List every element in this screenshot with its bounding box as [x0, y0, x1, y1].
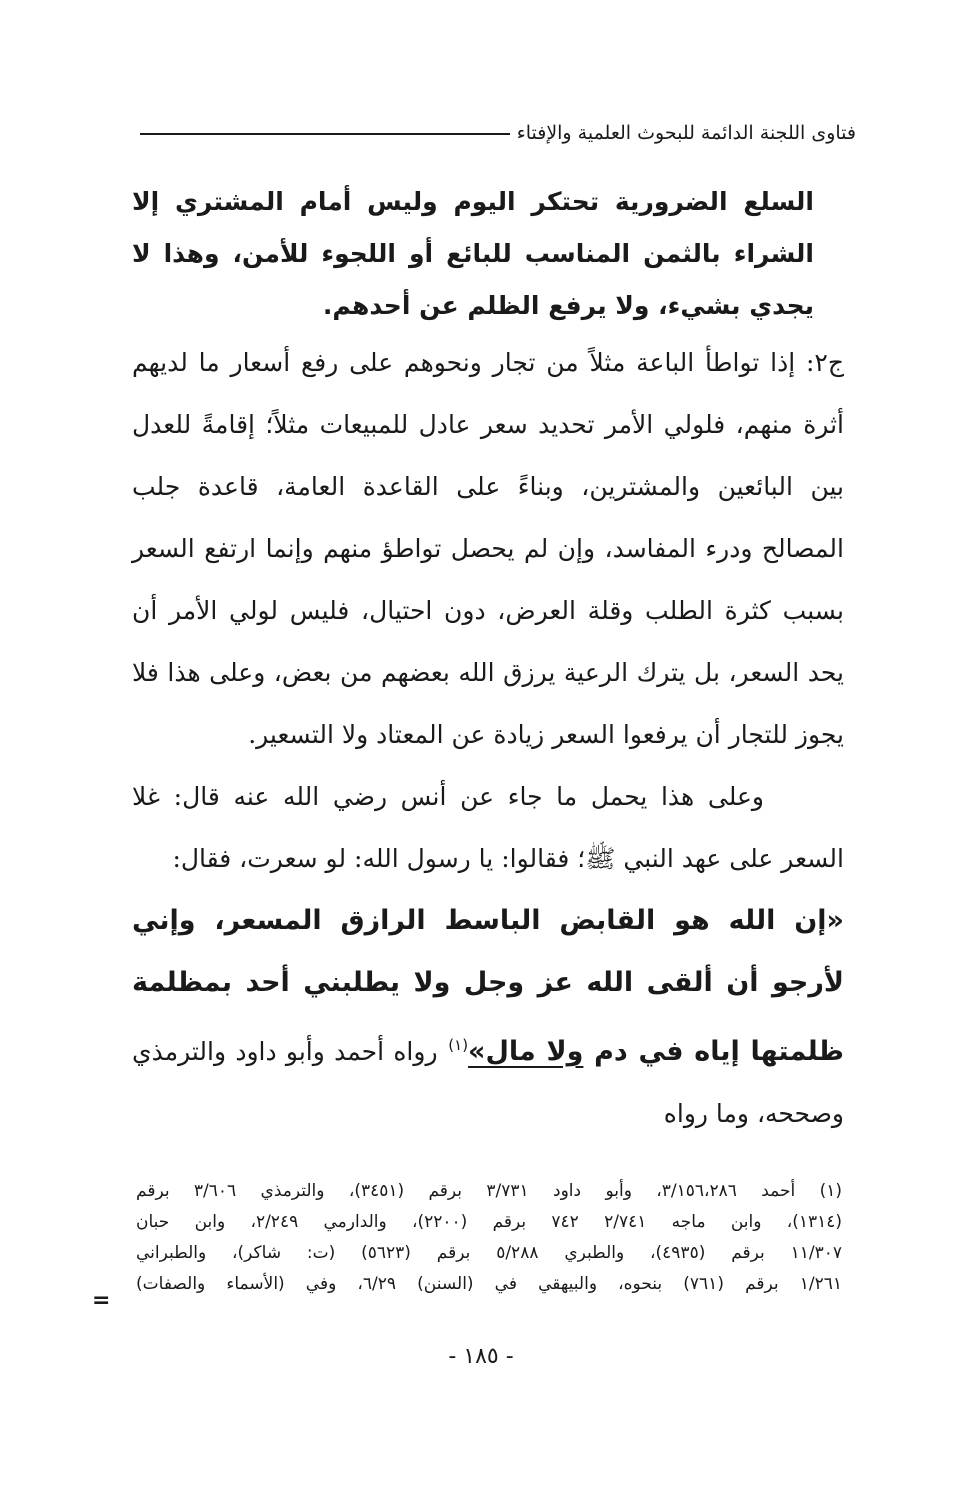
hadith-quote-end: ولا مال» — [468, 1036, 584, 1067]
page-number: - ١٨٥ - — [448, 1344, 514, 1369]
question-text: السلع الضرورية تحتكر اليوم وليس أمام المشتري إلا الشراء بالثمن المناسب للبائع أو اللجوء للأمن، وهذا لا يجدي بشيء، ولا يرفع الظلم عن أحدهم. — [132, 187, 814, 320]
hadith-intro-paragraph: وعلى هذا يحمل ما جاء عن أنس رضي الله عنه قال: غلا السعر على عهد النبي ﷺ؛ فقالوا: يا رسول الله: لو سعرت، فقال: — [132, 782, 844, 873]
footnote-continuation-mark: = — [92, 1288, 111, 1313]
running-header — [140, 118, 856, 148]
hadith-paragraph — [132, 890, 844, 1145]
running-header-title: فتاوى اللجنة الدائمة للبحوث العلمية والإفتاء — [516, 122, 856, 144]
footnote-line: ١/٢٦١ برقم (٧٦١) بنحوه، والبيهقي في (السنن) ٦/٢٩، وفي (الأسماء والصفات) — [136, 1274, 842, 1294]
footnote-line: (١) أحمد ٣/١٥٦،٢٨٦، وأبو داود ٣/٧٣١ برقم (٣٤٥١)، والترمذي ٣/٦٠٦ برقم — [136, 1181, 842, 1201]
footnote-line: ١١/٣٠٧ برقم (٤٩٣٥)، والطبري ٥/٢٨٨ برقم (٥٦٢٣) (ت: شاكر)، والطبراني — [136, 1243, 842, 1263]
footnotes — [136, 1176, 842, 1300]
main-text — [132, 176, 844, 1145]
hadith-quote: «إن الله هو القابض الباسط الرازق المسعر، وإني لأرجو أن ألقى الله عز وجل ولا يطلبني أحد بمظلمة ظلمتها إياه في دم — [132, 905, 844, 1067]
footnote-line: (١٣١٤)، وابن ماجه ٢/٧٤١ ٧٤٢ برقم (٢٢٠٠)، والدارمي ٢/٢٤٩، وابن حبان — [136, 1212, 842, 1232]
hadith-source-text: رواه أحمد وأبو داود والترمذي وصححه، وما رواه — [132, 1037, 844, 1128]
answer-paragraph: ج٢: إذا تواطأ الباعة مثلاً من تجار ونحوهم على رفع أسعار ما لديهم أثرة منهم، فلولي الأمر تحديد سعر عادل للمبيعات مثلاً؛ إقامةً للعدل بين البائعين والمشترين، وبناءً على القاعدة العامة، قاعدة جلب المصالح ودرء المفاسد، وإن لم يحصل تواطؤ منهم وإنما ارتفع السعر بسبب كثرة الطلب وقلة العرض، دون احتيال، فليس لولي الأمر أن يحد السعر، بل يترك الرعية يرزق الله بعضهم من بعض، وعلى هذا فلا يجوز للتجار أن يرفعوا السعر زيادة عن المعتاد ولا التسعير. — [132, 348, 844, 749]
footnote-reference: (١) — [448, 1036, 469, 1054]
header-rule — [140, 133, 510, 135]
